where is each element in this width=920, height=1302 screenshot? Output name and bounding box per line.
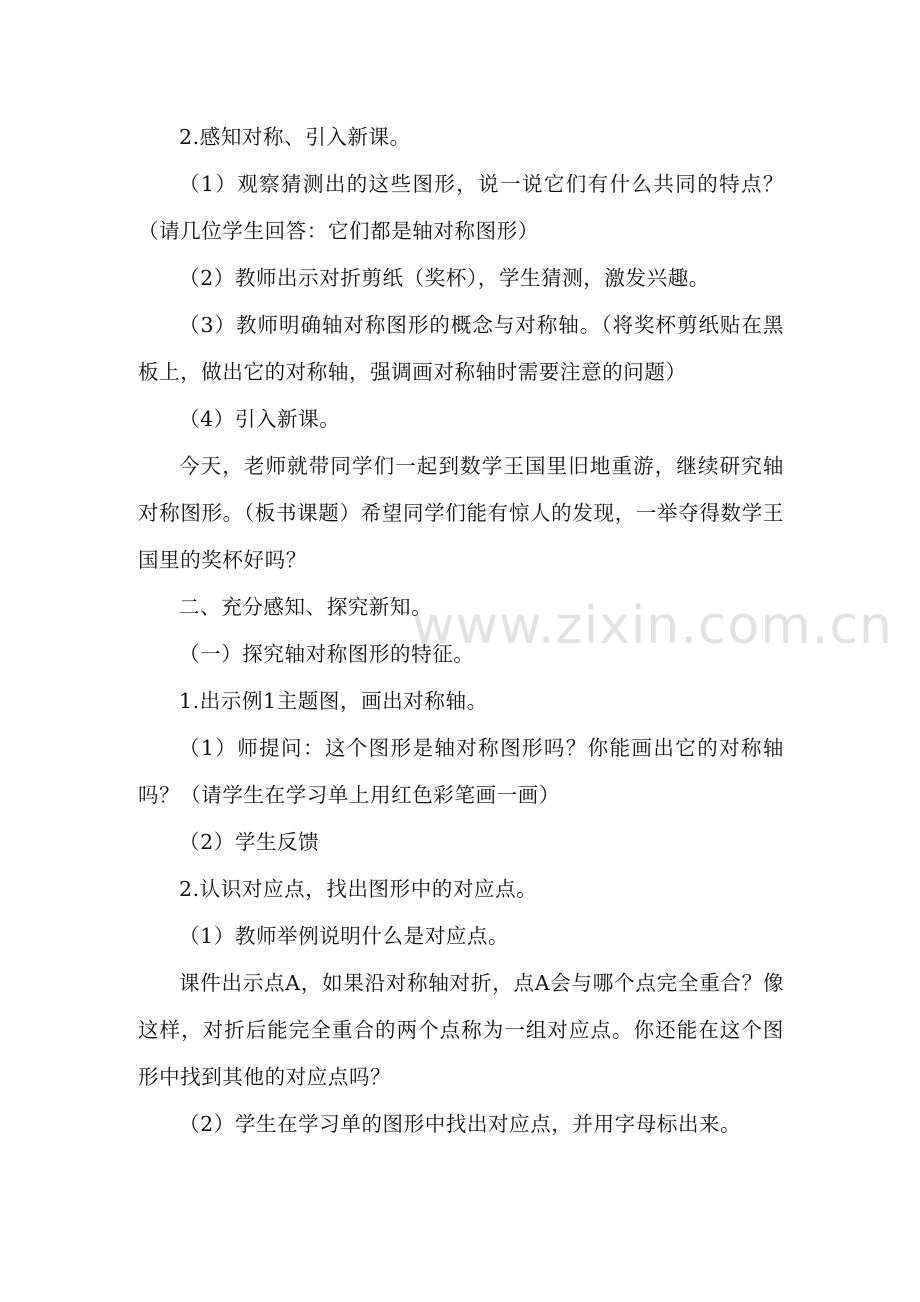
paragraph-2: （1）观察猜测出的这些图形，说一说它们有什么共同的特点？（请几位学生回答：它们都是轴对称图形） — [138, 172, 784, 243]
section-heading-2: 二、充分感知、探究新知。 — [179, 595, 433, 619]
paragraph-9: 1.出示例1主题图，画出对称轴。 — [179, 689, 488, 713]
paragraph-3: （2）教师出示对折剪纸（奖杯），学生猜测，激发兴趣。 — [179, 266, 710, 290]
paragraph-5: （4）引入新课。 — [179, 407, 341, 431]
paragraph-11: （2）学生反馈 — [179, 830, 320, 854]
paragraph-4: （3）教师明确轴对称图形的概念与对称轴。（将奖杯剪纸贴在黑板上，做出它的对称轴，强调画对称轴时需要注意的问题） — [138, 313, 784, 384]
paragraph-10: （1）师提问：这个图形是轴对称图形吗？你能画出它的对称轴吗？（请学生在学习单上用红色彩笔画一画） — [138, 736, 784, 807]
paragraph-15: （2）学生在学习单的图形中找出对应点，并用字母标出来。 — [179, 1112, 742, 1136]
paragraph-13: （1）教师举例说明什么是对应点。 — [179, 924, 510, 948]
paragraph-1: 2.感知对称、引入新课。 — [179, 125, 411, 149]
subsection-heading-1: （一）探究轴对称图形的特征。 — [179, 642, 475, 666]
watermark: www.zixin.com.cn — [412, 596, 893, 656]
paragraph-12: 2.认识对应点，找出图形中的对应点。 — [179, 877, 538, 901]
paragraph-6: 今天，老师就带同学们一起到数学王国里旧地重游，继续研究轴对称图形。（板书课题）希望同学们能有惊人的发现，一举夺得数学王国里的奖杯好吗？ — [138, 454, 784, 572]
paragraph-14: 课件出示点A，如果沿对称轴对折，点A会与哪个点完全重合？像这样，对折后能完全重合的两个点称为一组对应点。你还能在这个图形中找到其他的对应点吗？ — [138, 971, 784, 1089]
